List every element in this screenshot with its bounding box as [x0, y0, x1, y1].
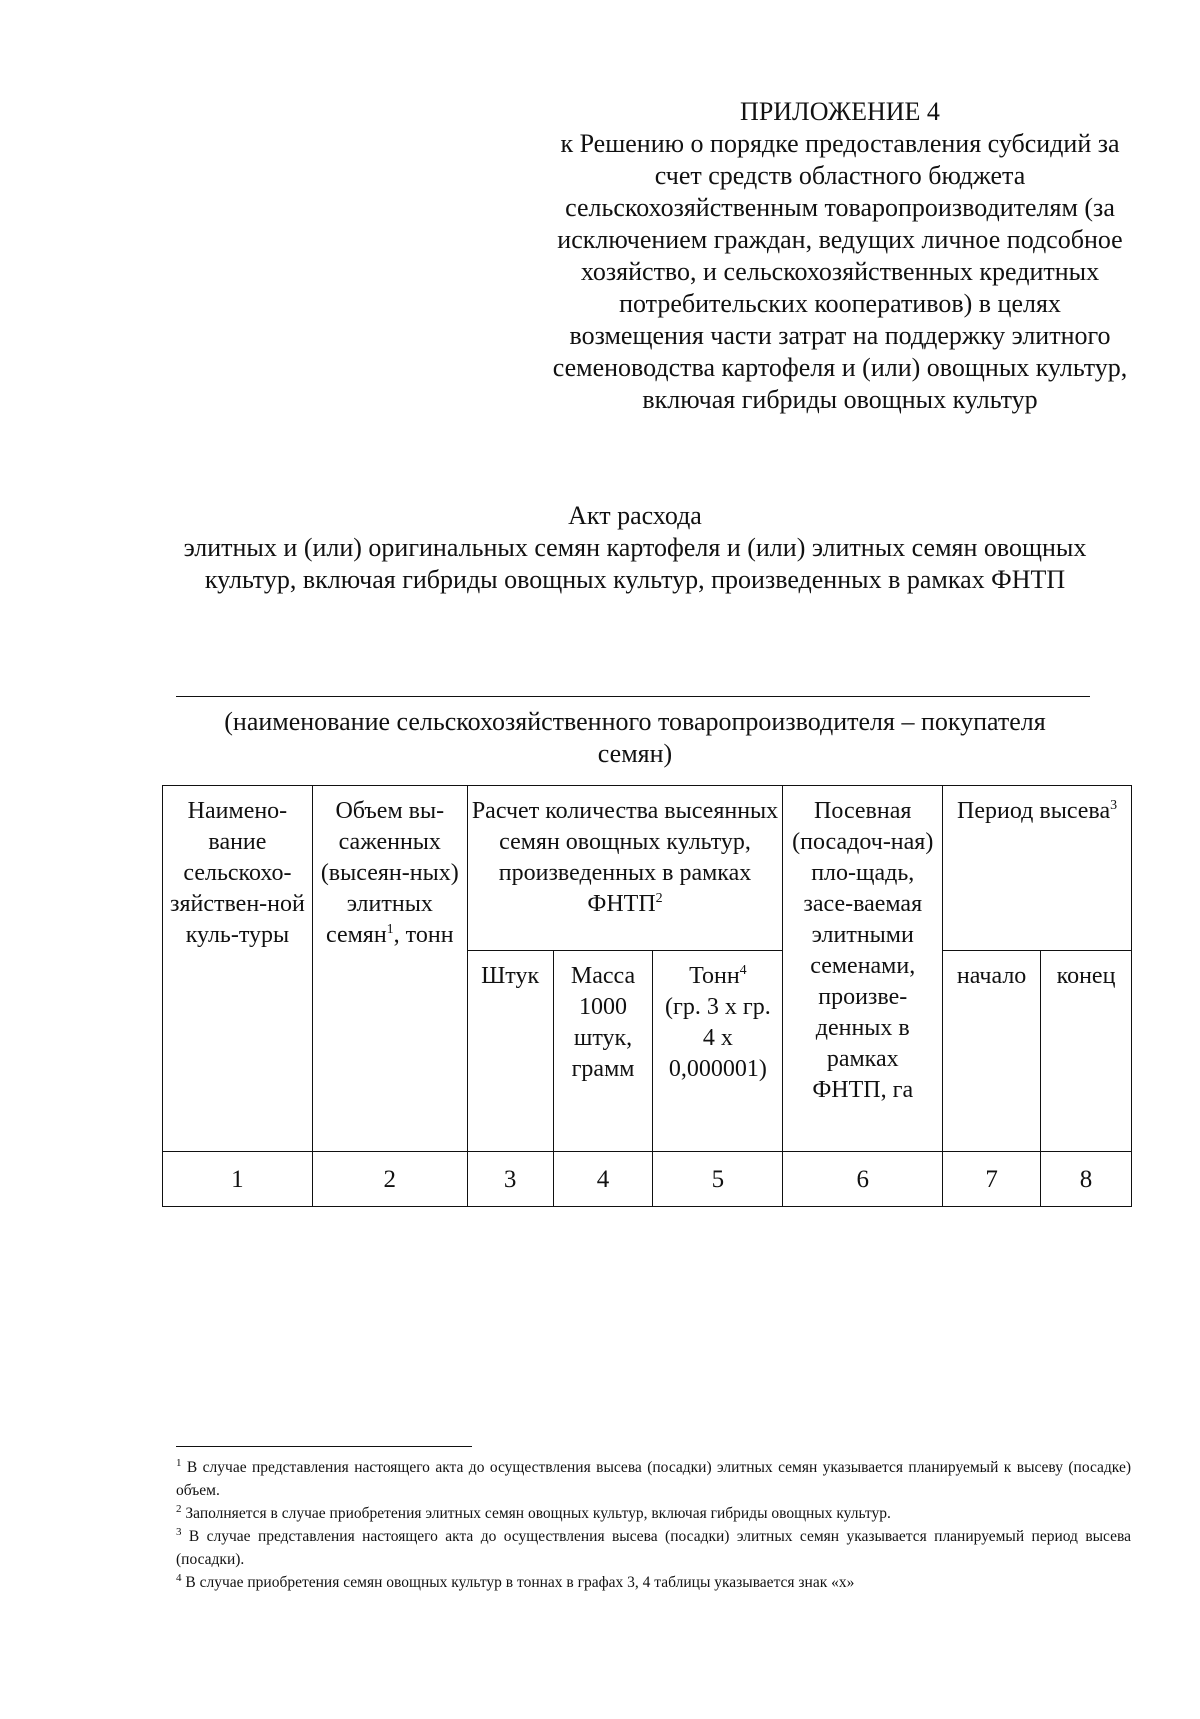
column-number: 7: [943, 1152, 1041, 1207]
seed-usage-table: [162, 785, 1132, 1207]
org-name-caption: (наименование сельскохозяйственного товаропроизводителя – покупателя семян): [224, 707, 1046, 768]
footnotes: [176, 1456, 1131, 1594]
appendix-title: ПРИЛОЖЕНИЕ 4: [740, 97, 940, 126]
table-number-row: [163, 1152, 1132, 1207]
header-crop-name: Наимено-вание сельскохо-зяйствен-ной куль-туры: [163, 786, 313, 1152]
act-title: Акт расхода: [568, 501, 702, 530]
header-sown-area: Посевная (посадоч-ная) пло-щадь, засе-ваемая элитными семенами, произве-денных в рамках ФНТП, га: [783, 786, 943, 1152]
header-pieces: Штук: [467, 951, 553, 1152]
act-heading: [160, 500, 1110, 596]
header-tons: Тонн$^4$ (гр. 3 х гр. 4 х 0,000001): [653, 951, 783, 1152]
act-subtitle: элитных и (или) оригинальных семян картофеля и (или) элитных семян овощных культур, включая гибриды овощных культур, произведенных в рамках ФНТП: [183, 533, 1087, 594]
header-start: начало: [943, 951, 1041, 1152]
column-number: 3: [467, 1152, 553, 1207]
footnote: $^1$ В случае представления настоящего акта до осуществления высева (посадки) элитных семян указывается планируемый к высеву (посадке) объем.: [176, 1456, 1131, 1499]
org-name-line: [176, 696, 1090, 697]
column-number: 2: [312, 1152, 467, 1207]
header-sowing-period: Период высева$^3$: [943, 786, 1132, 951]
column-number: 4: [553, 1152, 653, 1207]
table-header-row: [163, 786, 1132, 951]
column-number: 5: [653, 1152, 783, 1207]
column-number: 6: [783, 1152, 943, 1207]
appendix-text: к Решению о порядке предоставления субсидий за счет средств областного бюджета сельскохозяйственным товаропроизводителям (за исключением граждан, ведущих личное подсобное хозяйство, и сельскохозяйственных кредитных потребительских кооперативов) в целях возмещения части затрат на поддержку элитного семеноводства картофеля и (или) овощных культур, включая гибриды овощных культур: [552, 129, 1128, 414]
header-mass-1000: Масса 1000 штук, грамм: [553, 951, 653, 1152]
footnote: $^2$ Заполняется в случае приобретения элитных семян овощных культур, включая гибриды овощных культур.: [176, 1502, 891, 1522]
header-end: конец: [1041, 951, 1132, 1152]
footnote: $^3$ В случае представления настоящего акта до осуществления высева (посадки) элитных семян указывается планируемый период высева (посадки).: [176, 1525, 1132, 1568]
header-seed-calculation: Расчет количества высеянных семян овощных культур, произведенных в рамках ФНТП$^2$: [467, 786, 783, 951]
footnote: $^4$ В случае приобретения семян овощных культур в тоннах в графах 3, 4 таблицы указывается знак «х»: [176, 1571, 855, 1591]
appendix-header: [550, 96, 1130, 416]
footnote-separator: [176, 1446, 472, 1447]
header-seed-volume: Объем вы-саженных (высеян-ных) элитных семян$^1$, тонн: [312, 786, 467, 1152]
column-number: 1: [163, 1152, 313, 1207]
column-number: 8: [1041, 1152, 1132, 1207]
